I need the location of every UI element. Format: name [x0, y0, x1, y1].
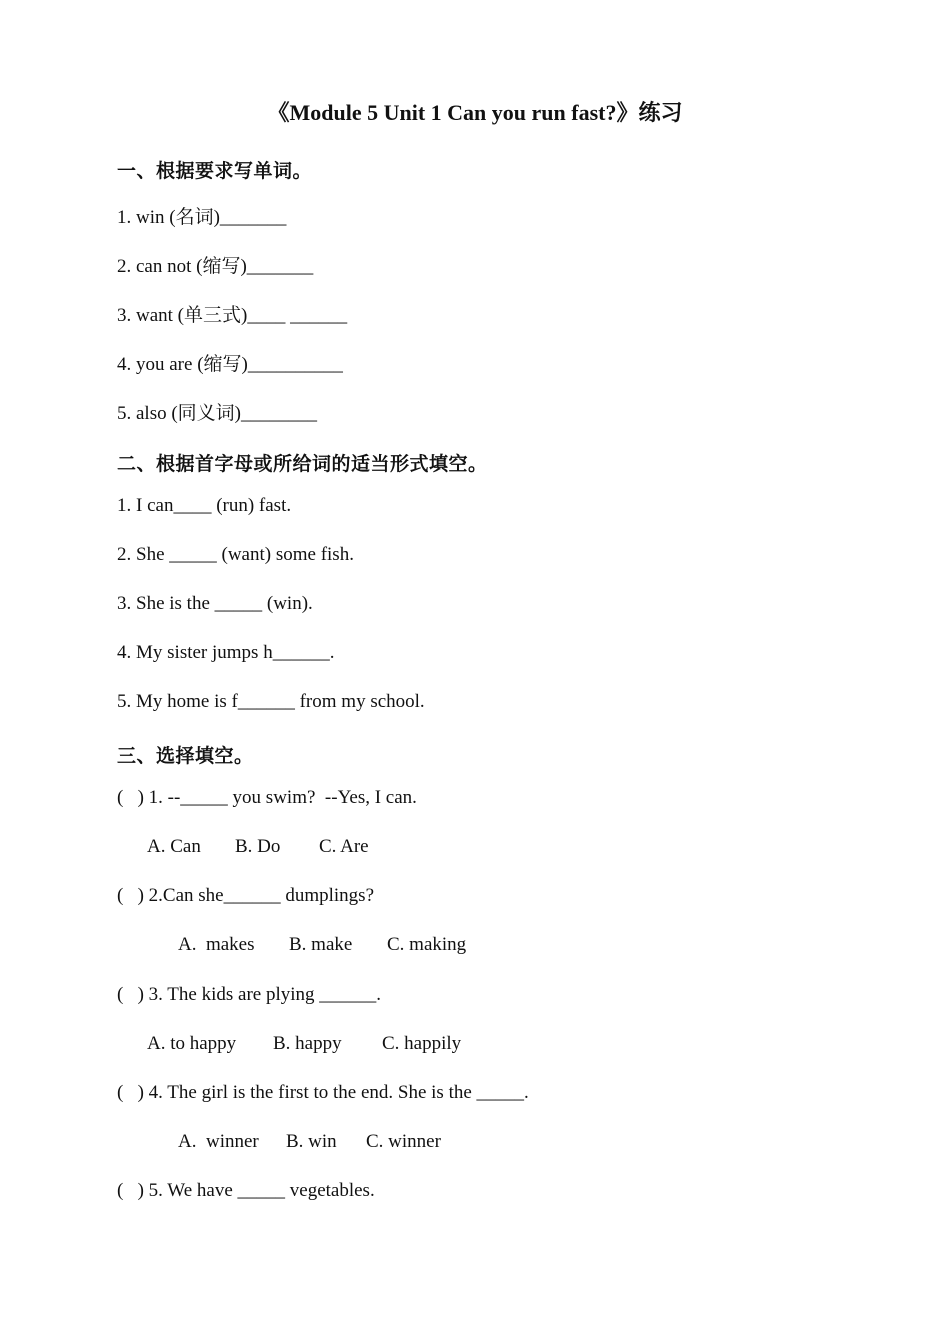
question-3-option-b: B. happy: [273, 1033, 342, 1054]
question-1-option-b: B. Do: [235, 836, 281, 857]
question-3-stem: ( ) 3. The kids are plying ______.: [117, 984, 382, 1005]
question-4-option-b: B. win: [286, 1131, 337, 1152]
question-1-option-a: A. Can: [147, 836, 201, 857]
question-2-option-a: A. makes: [178, 934, 255, 955]
page-title: 《Module 5 Unit 1 Can you run fast?》练习: [267, 100, 683, 125]
question-4-option-c: C. winner: [366, 1131, 441, 1152]
section1-item-3: 3. want (单三式)____ ______: [117, 305, 348, 326]
question-4-option-a: A. winner: [178, 1131, 259, 1152]
section2-item-1: 1. I can____ (run) fast.: [117, 495, 292, 516]
question-1-option-c: C. Are: [319, 836, 369, 857]
section2-item-2: 2. She _____ (want) some fish.: [117, 544, 354, 565]
section2-item-5: 5. My home is f______ from my school.: [117, 691, 425, 712]
section1-item-5: 5. also (同义词)________: [117, 403, 318, 424]
section2-item-3: 3. She is the _____ (win).: [117, 593, 313, 614]
question-3-option-a: A. to happy: [147, 1033, 237, 1054]
section-heading-1: 一、根据要求写单词。: [117, 160, 313, 182]
question-2-option-b: B. make: [289, 934, 353, 955]
section1-item-2: 2. can not (缩写)_______: [117, 256, 314, 277]
question-4-stem: ( ) 4. The girl is the first to the end. She is the _____.: [117, 1082, 529, 1103]
question-1-stem: ( ) 1. --_____ you swim? --Yes, I can.: [117, 787, 417, 808]
section1-item-1: 1. win (名词)_______: [117, 207, 287, 228]
question-2-option-c: C. making: [387, 934, 467, 955]
section2-item-4: 4. My sister jumps h______.: [117, 642, 335, 663]
section1-item-4: 4. you are (缩写)__________: [117, 354, 343, 375]
question-5-stem: ( ) 5. We have _____ vegetables.: [117, 1180, 375, 1201]
section-heading-3: 三、选择填空。: [117, 745, 254, 767]
question-2-stem: ( ) 2.Can she______ dumplings?: [117, 885, 375, 906]
section-heading-2: 二、根据首字母或所给词的适当形式填空。: [117, 453, 488, 475]
question-3-option-c: C. happily: [382, 1033, 462, 1054]
